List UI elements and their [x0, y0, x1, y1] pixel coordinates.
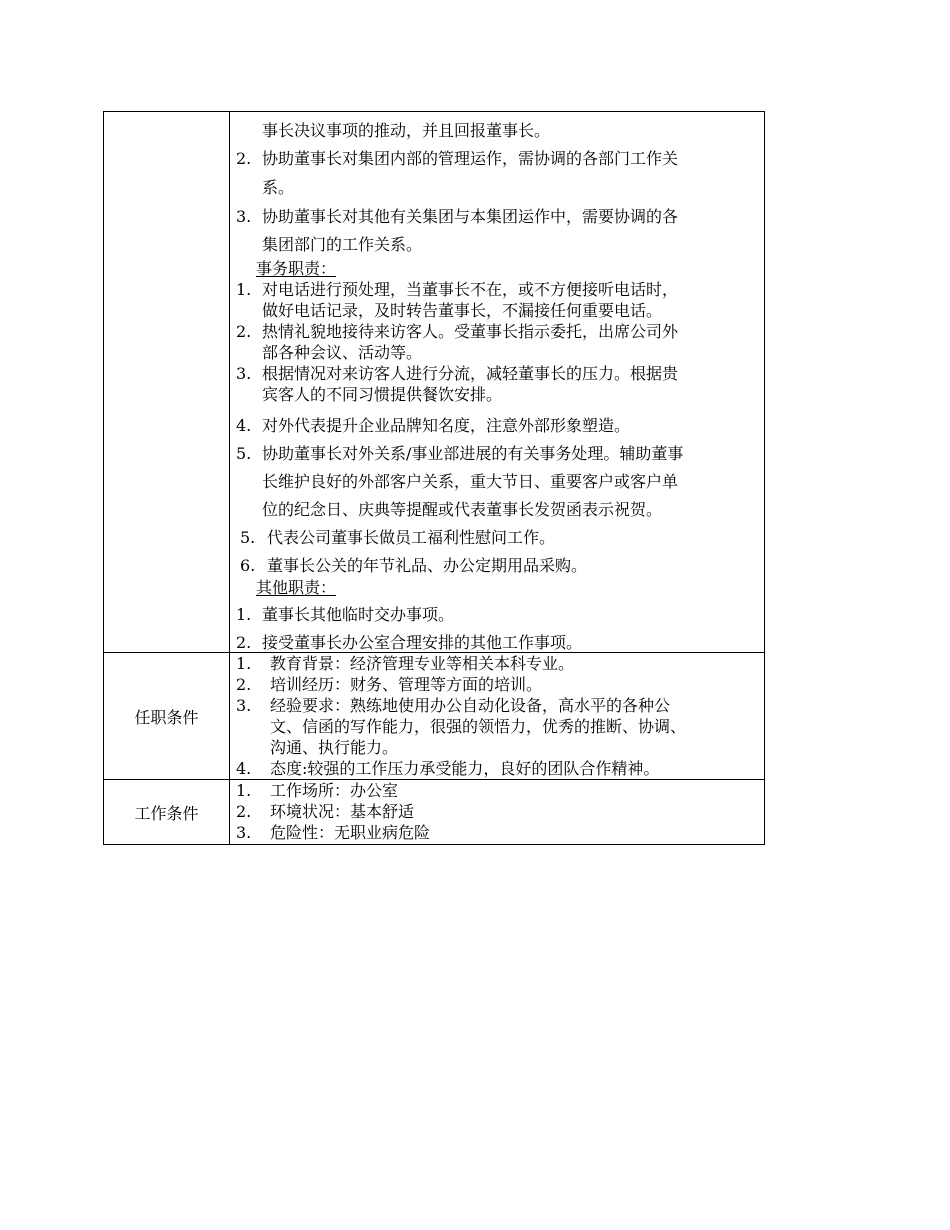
item-number: 3.	[236, 696, 252, 715]
item-text: 位的纪念日、庆典等提醒或代表董事长发贺函表示祝贺。	[262, 500, 663, 519]
item-number: 2.	[236, 633, 252, 652]
coordination-item-line	[236, 203, 758, 231]
item-text: 对外代表提升企业品牌知名度，注意外部形象塑造。	[262, 416, 631, 435]
duties-continued-text: 事长决议事项的推动，并且回报董事长。	[262, 121, 551, 140]
item-text: 文、信函的写作能力，很强的领悟力，优秀的推断、协调、	[270, 717, 687, 736]
qualifications-row	[104, 653, 765, 780]
affairs-item	[236, 521, 758, 549]
affairs-item	[236, 437, 758, 521]
item-text: 对电话进行预处理，当董事长不在，或不方便接听电话时，	[262, 280, 679, 299]
item-number: 3.	[236, 364, 252, 383]
qualifications-content-cell	[230, 653, 765, 780]
affairs-item	[236, 279, 758, 321]
work-conditions-content-cell	[230, 780, 765, 845]
item-number: 1.	[236, 781, 252, 800]
coordination-item-line	[236, 231, 758, 258]
item-number: 1.	[236, 605, 252, 624]
item-text: 代表公司董事长做员工福利性慰问工作。	[267, 528, 556, 547]
item-number: 6.	[240, 556, 256, 575]
affairs-heading-line	[236, 258, 758, 279]
item-text: 热情礼貌地接待来访客人。受董事长指示委托，出席公司外	[262, 322, 679, 341]
item-text: 态度:较强的工作压力承受能力，良好的团队合作精神。	[270, 759, 660, 778]
item-number: 2.	[236, 802, 252, 821]
affairs-item-line	[236, 342, 758, 363]
qualification-item-line	[236, 653, 758, 674]
affairs-item-line	[236, 321, 758, 342]
item-text: 协助董事长对外关系/事业部进展的有关事务处理。辅助董事	[262, 444, 684, 463]
item-text: 协助董事长对集团内部的管理运作，需协调的各部门工作关	[262, 149, 679, 168]
item-text: 协助董事长对其他有关集团与本集团运作中，需要协调的各	[262, 207, 679, 226]
item-text: 部各种会议、活动等。	[262, 343, 423, 362]
affairs-item-line	[236, 521, 758, 549]
other-item	[236, 626, 758, 652]
qualification-item	[236, 758, 758, 779]
item-text: 集团部门的工作关系。	[262, 235, 423, 254]
coordination-item	[236, 145, 758, 203]
item-text: 经验要求：熟练地使用办公自动化设备，高水平的各种公	[270, 696, 671, 715]
affairs-item	[236, 549, 758, 577]
item-text: 接受董事长办公室合理安排的其他工作事项。	[262, 633, 583, 652]
affairs-item-line	[236, 300, 758, 321]
affairs-item-line	[236, 465, 758, 493]
item-text: 环境状况：基本舒适	[270, 802, 415, 821]
other-item	[236, 598, 758, 626]
affairs-item-line	[236, 437, 758, 465]
coordination-item-line	[236, 145, 758, 173]
qualification-item	[236, 674, 758, 695]
item-number: 1.	[236, 654, 252, 673]
affairs-item-line	[236, 409, 758, 437]
item-text: 根据情况对来访客人进行分流，减轻董事长的压力。根据贵	[262, 364, 679, 383]
item-number: 4.	[236, 759, 252, 778]
work-conditions-row	[104, 780, 765, 845]
item-number: 3.	[236, 823, 252, 842]
qualification-item-line	[236, 695, 758, 716]
other-heading: 其他职责：	[256, 578, 337, 597]
affairs-item-line	[236, 279, 758, 300]
item-text: 危险性：无职业病危险	[270, 823, 431, 842]
item-number: 2.	[236, 149, 252, 168]
duties-content-cell	[230, 112, 765, 653]
item-text: 系。	[262, 178, 295, 197]
duties-row	[104, 112, 765, 653]
qualification-item	[236, 695, 758, 758]
coordination-item-line	[236, 173, 758, 203]
item-text: 工作场所：办公室	[270, 781, 399, 800]
item-text: 宾客人的不同习惯提供餐饮安排。	[262, 385, 503, 404]
coordination-item	[236, 203, 758, 258]
affairs-item	[236, 409, 758, 437]
item-text: 长维护良好的外部客户关系，重大节日、重要客户或客户单	[262, 472, 679, 491]
item-number: 4.	[236, 416, 252, 435]
work-condition-item	[236, 780, 758, 801]
item-number: 2.	[236, 322, 252, 341]
qualification-item-line	[236, 674, 758, 695]
work-condition-item	[236, 801, 758, 822]
affairs-heading: 事务职责：	[256, 259, 337, 278]
qualification-item-line	[236, 716, 758, 737]
item-number: 5.	[240, 528, 256, 547]
qualification-item-line	[236, 737, 758, 758]
item-text: 做好电话记录，及时转告董事长，不漏接任何重要电话。	[262, 301, 663, 320]
qualification-item	[236, 653, 758, 674]
item-number: 2.	[236, 675, 252, 694]
other-heading-line	[236, 577, 758, 598]
item-number: 3.	[236, 207, 252, 226]
duties-label-cell	[104, 112, 230, 653]
item-text: 教育背景：经济管理专业等相关本科专业。	[270, 654, 575, 673]
affairs-item	[236, 363, 758, 409]
affairs-item-line	[236, 384, 758, 409]
qualification-item-line	[236, 758, 758, 779]
item-text: 董事长公关的年节礼品、办公定期用品采购。	[267, 556, 588, 575]
item-text: 董事长其他临时交办事项。	[262, 605, 455, 624]
other-item-line	[236, 598, 758, 626]
work-conditions-label: 工作条件	[104, 780, 230, 845]
item-text: 沟通、执行能力。	[270, 738, 399, 757]
item-number: 5.	[236, 444, 252, 463]
other-item-line	[236, 626, 758, 652]
duties-continued-line	[236, 112, 758, 145]
item-text: 培训经历：财务、管理等方面的培训。	[270, 675, 543, 694]
job-description-table	[103, 111, 765, 845]
work-condition-item	[236, 822, 758, 843]
affairs-item	[236, 321, 758, 363]
affairs-item-line	[236, 363, 758, 384]
qualifications-label: 任职条件	[104, 653, 230, 780]
item-number: 1.	[236, 280, 252, 299]
affairs-item-line	[236, 549, 758, 577]
affairs-item-line	[236, 493, 758, 521]
